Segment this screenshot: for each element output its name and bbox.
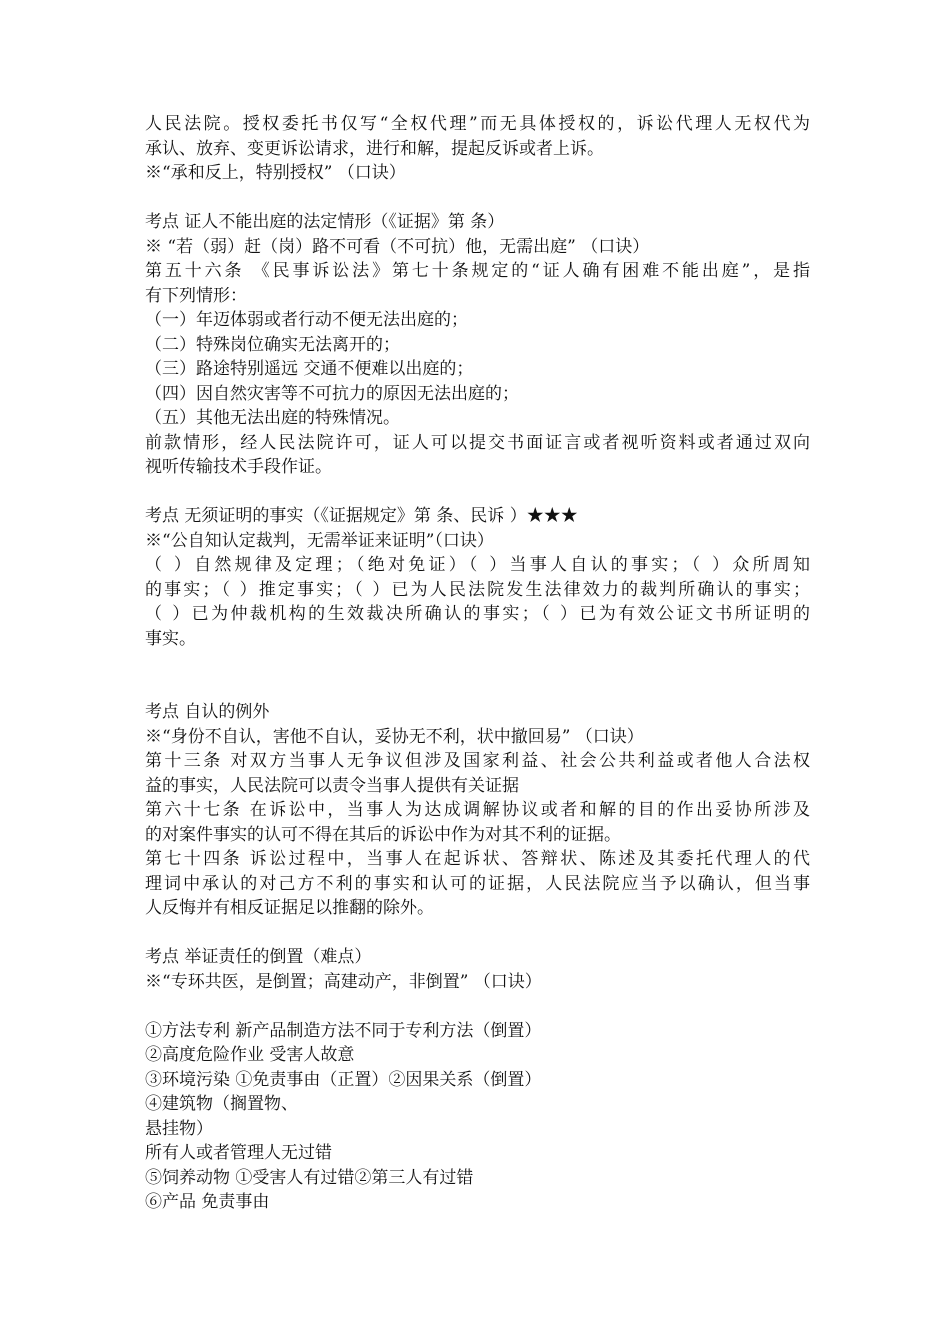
text-line: ※“承和反上，特别授权” （口诀）: [145, 163, 406, 183]
text-line: （四）因自然灾害等不可抗力的原因无法出庭的；: [145, 383, 519, 404]
text-line: 悬挂物）: [145, 1118, 213, 1139]
text-line: 的对案件事实的认可不得在其后的诉讼中作为对其不利的证据。: [145, 824, 621, 845]
blank-line: [145, 186, 810, 211]
blank-line: [145, 651, 810, 676]
text-line: ③环境污染 ①免责事由（正置）②因果关系（倒置）: [145, 1069, 542, 1090]
text-line: 第五十六条 《民事诉讼法》第七十条规定的“证人确有困难不能出庭”，是指: [145, 261, 810, 281]
blank-line: [145, 994, 810, 1019]
text-line: （一）年迈体弱或者行动不便无法出庭的；: [145, 310, 468, 330]
document-page: [145, 112, 810, 1215]
text-line: 人民法院。授权委托书仅写“全权代理”而无具体授权的，诉讼代理人无权代为: [145, 114, 810, 134]
text-line: （二）特殊岗位确实无法离开的；: [145, 334, 400, 355]
text-line: ⑤饲养动物 ①受害人有过错②第三人有过错: [145, 1167, 474, 1188]
text-line: 承认、放弃、变更诉讼请求，进行和解，提起反诉或者上诉。: [145, 138, 604, 159]
text-line: ※“专环共医，是倒置；高建动产，非倒置” （口诀）: [145, 971, 542, 992]
text-line: （五）其他无法出庭的特殊情况。: [145, 408, 400, 428]
text-line: 第七十四条 诉讼过程中，当事人在起诉状、答辩状、陈述及其委托代理人的代: [145, 849, 810, 869]
blank-line: [145, 921, 810, 946]
text-line: 前款情形，经人民法院许可，证人可以提交书面证言或者视听资料或者通过双向: [145, 432, 810, 453]
text-line: 所有人或者管理人无过错: [145, 1143, 332, 1163]
text-line: 考点 无须证明的事实（《证据规定》第 条、民诉 ）★★★: [145, 506, 578, 526]
text-line: ①方法专利 新产品制造方法不同于专利方法（倒置）: [145, 1020, 542, 1041]
text-line: ②高度危险作业 受害人故意: [145, 1045, 355, 1065]
text-line: 人反悔并有相反证据足以推翻的除外。: [145, 898, 434, 918]
text-line: 考点 证人不能出庭的法定情形（《证据》第 条）: [145, 212, 505, 232]
text-line: （ ）自然规律及定理；（绝对免证）（ ）当事人自认的事实；（ ）众所周知: [145, 555, 810, 575]
text-line: 第十三条 对双方当事人无争议但涉及国家利益、社会公共利益或者他人合法权: [145, 751, 810, 771]
text-line: 有下列情形：: [145, 285, 247, 306]
text-line: ⑥产品 免责事由: [145, 1192, 270, 1212]
text-line: 考点 举证责任的倒置（难点）: [145, 947, 372, 967]
blank-line: [145, 676, 810, 701]
text-line: 的事实；（ ）推定事实；（ ）已为人民法院发生法律效力的裁判所确认的事实；: [145, 579, 810, 600]
text-line: 视听传输技术手段作证。: [145, 457, 332, 477]
text-line: 理词中承认的对己方不利的事实和认可的证据，人民法院应当予以确认，但当事: [145, 873, 810, 894]
text-line: （ ）已为仲裁机构的生效裁决所确认的事实；（ ）已为有效公证文书所证明的: [145, 604, 810, 624]
text-line: ※ “若（弱）赶（岗）路不可看（不可抗）他，无需出庭” （口诀）: [145, 236, 650, 257]
text-line: 益的事实，人民法院可以责令当事人提供有关证据: [145, 775, 519, 796]
text-line: 第六十七条 在诉讼中，当事人为达成调解协议或者和解的目的作出妥协所涉及: [145, 800, 810, 820]
blank-line: [145, 480, 810, 505]
text-line: ※“身份不自认，害他不自认，妥协无不利，状中撤回易” （口诀）: [145, 726, 644, 747]
text-line: （三）路途特别遥远 交通不便难以出庭的；: [145, 359, 474, 379]
text-line: 考点 自认的例外: [145, 702, 270, 722]
text-line: 事实。: [145, 628, 196, 649]
text-line: ※“公自知认定裁判，无需举证来证明”（口诀）: [145, 530, 494, 551]
text-line: ④建筑物（搁置物、: [145, 1094, 298, 1114]
